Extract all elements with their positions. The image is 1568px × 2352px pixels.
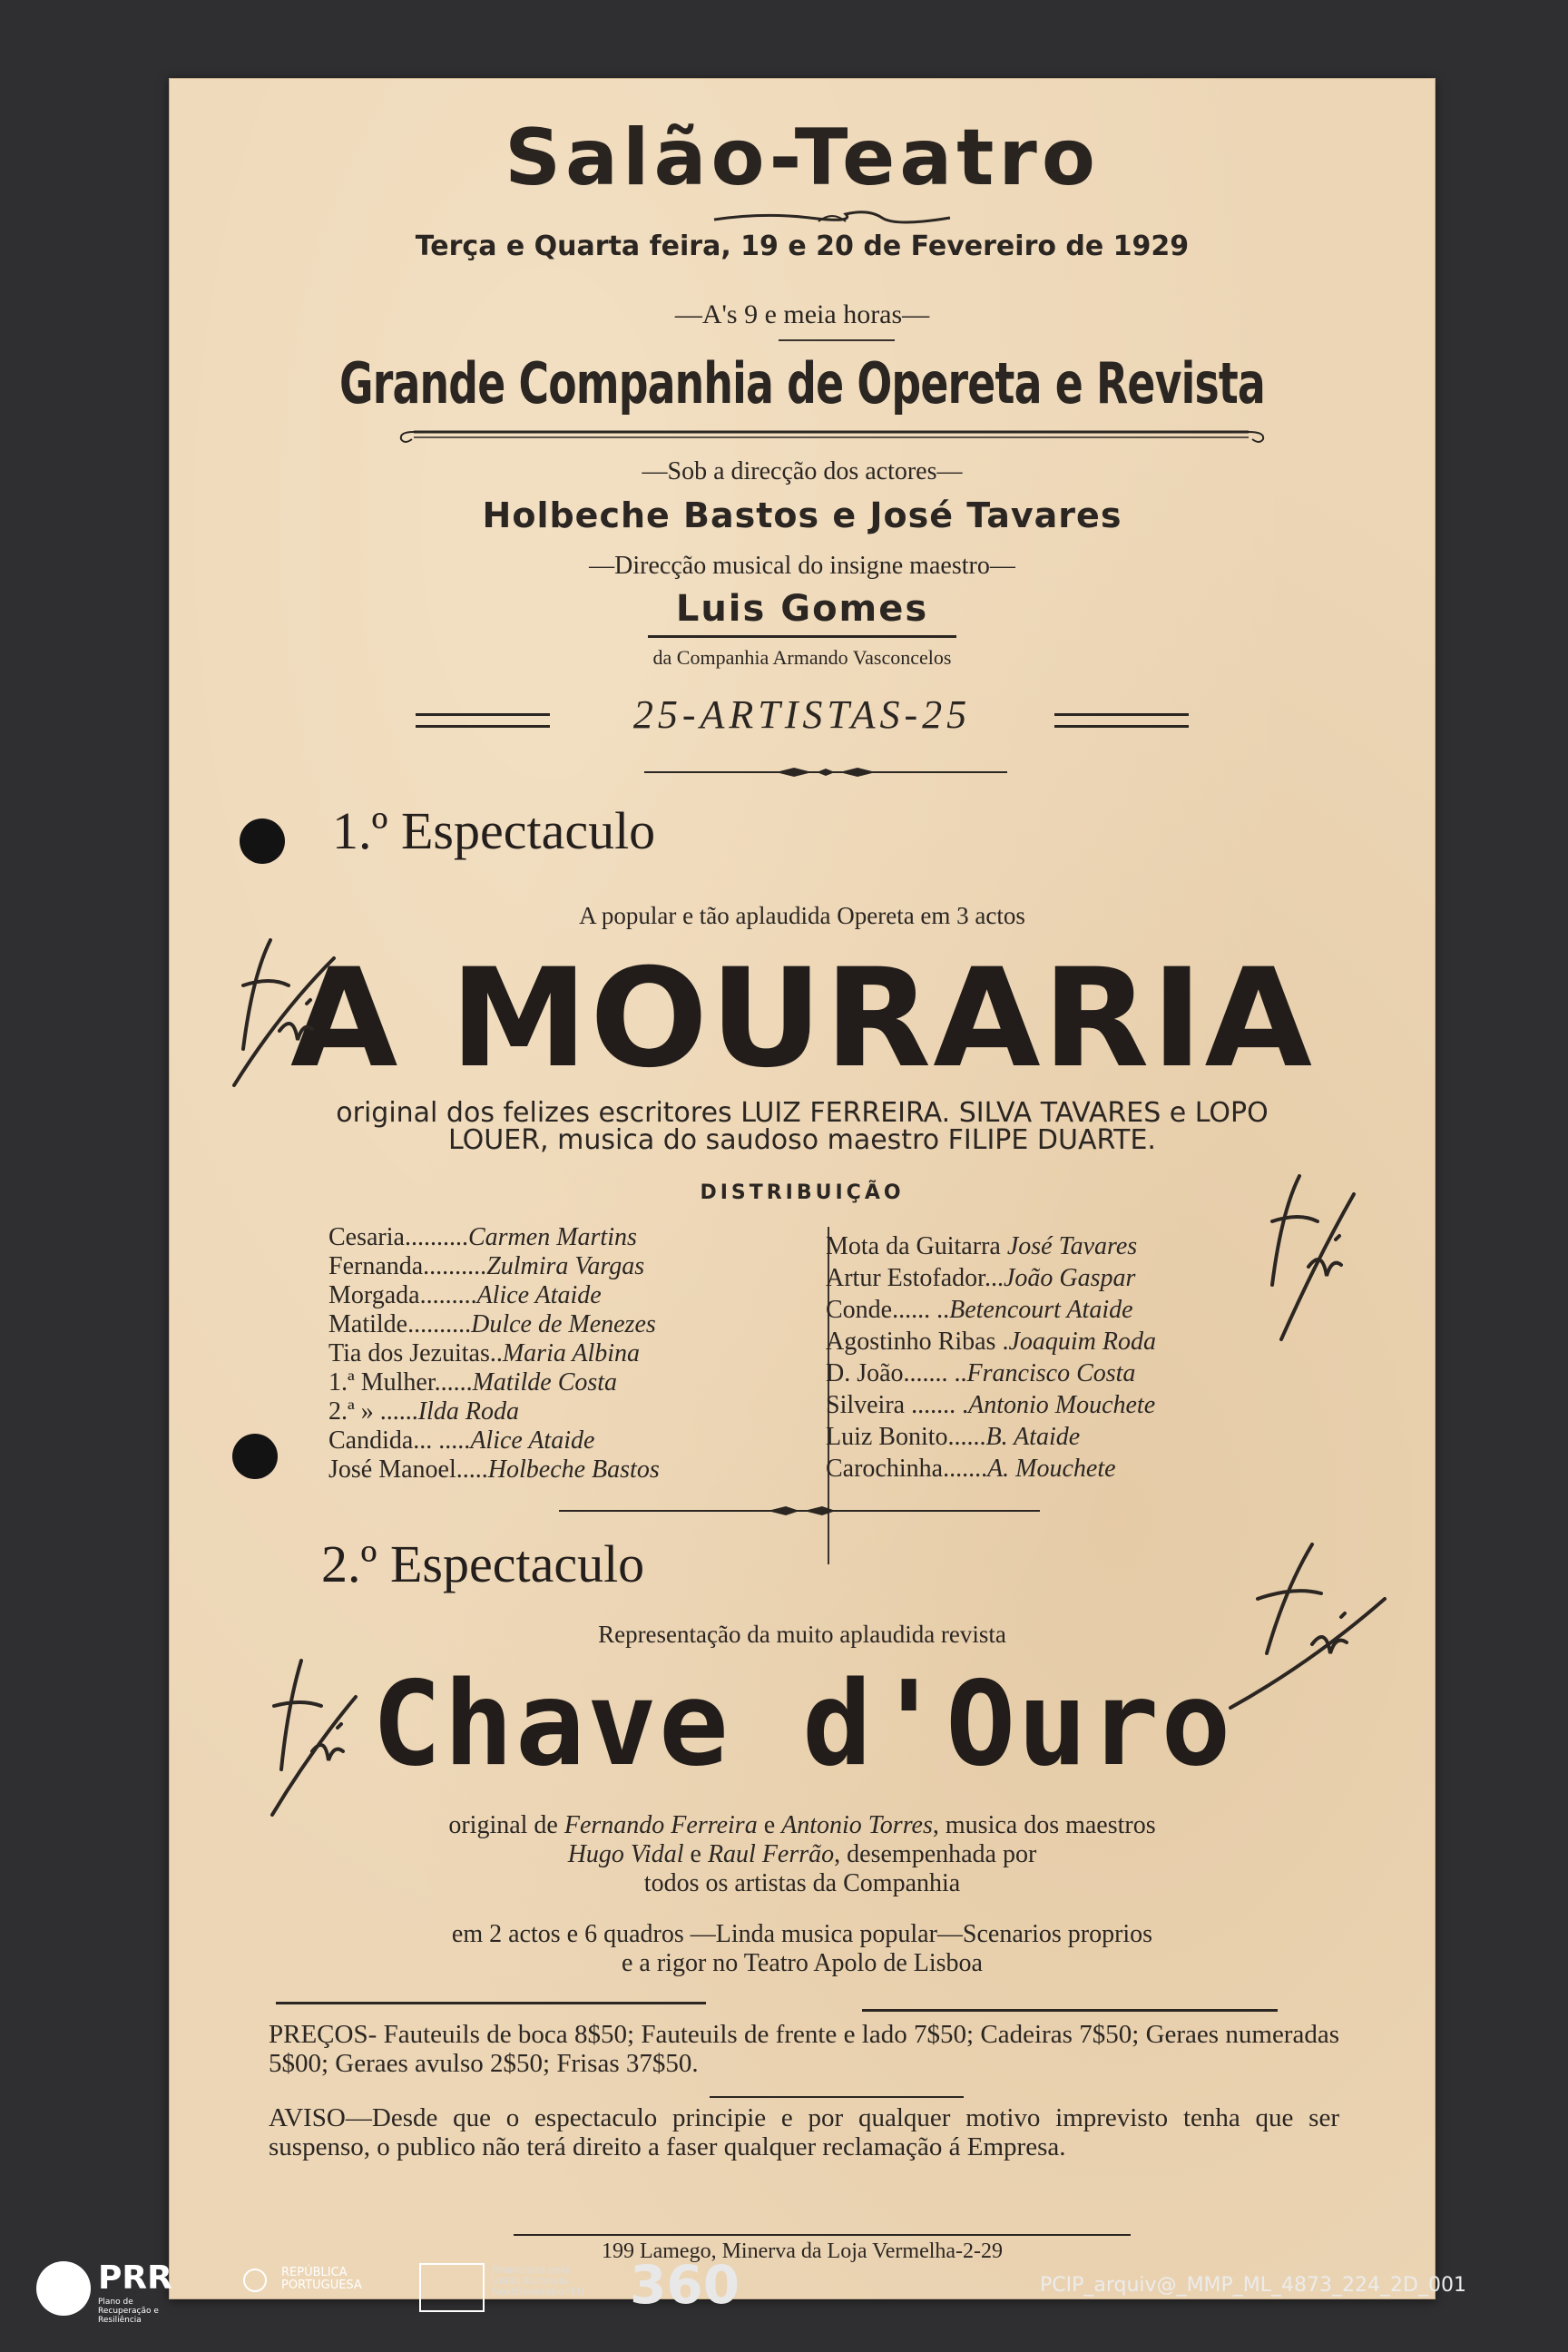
cast-actor: Holbeche Bastos <box>487 1455 660 1484</box>
coat-of-arms-icon <box>241 2267 269 2294</box>
stage-direction-line: —Sob a direcção dos actores— <box>642 457 963 485</box>
cast-role: Artur Estofador... <box>826 1264 1004 1292</box>
cast-row <box>826 1262 1156 1294</box>
show1-intro: A popular e tão aplaudida Opereta em 3 actos <box>579 902 1025 929</box>
artists-count: 25-ARTISTAS-25 <box>632 692 972 737</box>
cast-actor: Matilde Costa <box>472 1368 618 1396</box>
company-underline-ornament <box>396 426 1269 445</box>
ticket-prices: PREÇOS- Fauteuils de boca 8$50; Fauteuils de frente e lado 7$50; Cadeiras 7$50; Geraes numeradas 5$00; Geraes avulso 2$50; Frisas 37$50. <box>269 2020 1339 2078</box>
cast-actor: Francisco Costa <box>966 1359 1136 1387</box>
author-name: Fernando Ferreira <box>564 1811 758 1839</box>
cast-end-ornament <box>559 1504 1040 1517</box>
time-underline <box>779 339 895 341</box>
cancellation-notice: AVISO—Desde que o espectaculo principie e por qualquer motivo imprevisto tenha que ser suspenso, o publico não terá direito a faser qualquer reclamação á Empresa. <box>269 2103 1339 2161</box>
cast-actor: Alice Ataide <box>476 1281 602 1309</box>
notice-rule <box>710 2096 964 2098</box>
cast-actor: Joaquim Roda <box>1008 1328 1156 1356</box>
show2-details-line1: em 2 actos e 6 quadros —Linda musica popular—Scenarios proprios <box>451 1920 1153 1948</box>
cast-actor: Maria Albina <box>502 1339 641 1367</box>
show2-credits-line3: todos os artistas da Companhia <box>643 1869 961 1897</box>
cast-actor: Ilda Roda <box>417 1397 519 1426</box>
maestro-underline <box>648 635 956 638</box>
cast-row <box>826 1421 1156 1453</box>
prr-label: PRR <box>98 2259 172 2297</box>
company-origin: da Companhia Armando Vasconcelos <box>652 646 952 669</box>
show2-intro: Representação da muito aplaudida revista <box>598 1621 1006 1648</box>
cast-actor: Alice Ataide <box>470 1426 595 1455</box>
printer-rule <box>514 2234 1131 2236</box>
cast-role: Conde...... .. <box>826 1296 950 1324</box>
eu-funding-label: Financiado pela União Europeia NextGenerationEU <box>492 2264 584 2298</box>
prr-logo-block <box>36 2258 191 2325</box>
show1-heading: 1.º Espectaculo <box>332 801 656 860</box>
credits-text: , musica dos maestros <box>932 1811 1156 1839</box>
cast-role: José Manoel..... <box>328 1455 488 1484</box>
cast-row <box>328 1426 660 1455</box>
archive-footer <box>0 2241 1568 2332</box>
cast-actor: Zulmira Vargas <box>486 1252 645 1280</box>
show1-play-title: A MOURARIA <box>289 940 1314 1098</box>
cast-role: Morgada......... <box>328 1281 477 1309</box>
show2-credits-line2 <box>169 1840 1436 1869</box>
cast-row <box>826 1326 1156 1357</box>
cast-row <box>328 1455 660 1485</box>
cast-role: Mota da Guitarra <box>826 1232 1007 1260</box>
credits-text: , desempenhada por <box>834 1840 1037 1868</box>
show2-details <box>169 1920 1436 1978</box>
performance-time: —A's 9 e meia horas— <box>674 299 930 329</box>
show2-play-title: Chave d'Ouro <box>371 1657 1233 1792</box>
republica-label: REPÚBLICA PORTUGUESA <box>281 2266 362 2292</box>
cast-row <box>328 1397 660 1426</box>
cast-role: Matilde.......... <box>328 1310 472 1338</box>
show2-heading: 2.º Espectaculo <box>321 1534 645 1593</box>
maestro-name: Luis Gomes <box>675 588 929 630</box>
credits-text: e <box>683 1840 708 1868</box>
cast-row <box>826 1357 1156 1389</box>
performance-dates: Terça e Quarta feira, 19 e 20 de Fevereiro de 1929 <box>415 230 1190 262</box>
cast-row <box>826 1294 1156 1326</box>
composer-name: Raul Ferrão <box>707 1840 835 1868</box>
cast-row <box>826 1230 1156 1262</box>
cast-actor: B. Ataide <box>985 1423 1081 1451</box>
punch-hole-bottom <box>232 1434 278 1479</box>
eu-flag-icon <box>419 2263 485 2312</box>
cast-actor: Betencourt Ataide <box>949 1296 1133 1324</box>
handwritten-mark <box>1245 1158 1372 1348</box>
printer-imprint: 199 Lamego, Minerva da Loja Vermelha-2-29 <box>601 2239 1004 2263</box>
cast-role: Candida... ..... <box>328 1426 471 1455</box>
credits-text: original de <box>448 1811 564 1839</box>
cast-role: Carochinha....... <box>826 1455 988 1483</box>
prices-rule-right <box>862 2009 1278 2012</box>
theatre-title: Salão-Teatro <box>505 113 1100 203</box>
cast-role: Cesaria.......... <box>328 1223 468 1251</box>
cast-role: 1.ª Mulher...... <box>328 1368 473 1396</box>
handwritten-mark <box>256 1651 365 1824</box>
distribution-heading: DISTRIBUIÇÃO <box>700 1181 905 1204</box>
composer-name: Hugo Vidal <box>567 1840 684 1868</box>
cast-row <box>328 1310 660 1339</box>
cast-actor: Carmen Martins <box>467 1223 637 1251</box>
cast-role: Fernanda.......... <box>328 1252 487 1280</box>
archive-code: PCIP_arquiv@_MMP_ML_4873_224_2D_001 <box>1040 2274 1466 2297</box>
cast-row <box>826 1389 1156 1421</box>
cast-actor: Antonio Mouchete <box>968 1391 1156 1419</box>
cast-row <box>328 1223 660 1252</box>
cast-actor: José Tavares <box>1006 1232 1138 1260</box>
title-swash-ornament <box>710 207 955 227</box>
view-360-label: 360 <box>630 2254 740 2316</box>
credits-text: e <box>757 1811 782 1839</box>
cast-row <box>826 1453 1156 1485</box>
cast-role: Luiz Bonito...... <box>826 1423 986 1451</box>
cast-list-right <box>826 1230 1156 1485</box>
cast-actor: Dulce de Menezes <box>471 1310 656 1338</box>
section-divider-ornament <box>644 766 1007 779</box>
cast-row <box>328 1281 660 1310</box>
cast-row <box>328 1252 660 1281</box>
cast-actor: João Gaspar <box>1003 1264 1136 1292</box>
cast-role: Agostinho Ribas . <box>826 1328 1009 1356</box>
cast-role: 2.ª » ...... <box>328 1397 418 1426</box>
prr-circle-icon <box>36 2261 91 2316</box>
author-name: Antonio Torres <box>781 1811 933 1839</box>
musical-direction-line: —Direcção musical do insigne maestro— <box>589 552 1015 580</box>
poster-sheet <box>169 78 1436 2299</box>
cast-list-left <box>328 1223 660 1485</box>
cast-actor: A. Mouchete <box>987 1455 1116 1483</box>
show1-credits: original dos felizes escritores LUIZ FERREIRA. SILVA TAVARES e LOPO LOUER, musica do saudoso maestro FILIPE DUARTE. <box>336 1097 1269 1156</box>
cast-role: D. João....... .. <box>826 1359 967 1387</box>
prices-rule-left <box>276 2002 706 2004</box>
cast-role: Silveira ....... . <box>826 1391 969 1419</box>
eu-funding-block <box>419 2263 619 2314</box>
prr-subtitle: Plano de Recuperação e Resiliência <box>98 2298 159 2325</box>
show2-details-line2: e a rigor no Teatro Apolo de Lisboa <box>622 1949 983 1977</box>
show2-credits <box>169 1811 1436 1898</box>
lead-actors: Holbeche Bastos e José Tavares <box>482 495 1122 535</box>
artists-rule-right <box>1054 713 1189 728</box>
punch-hole-top <box>240 818 285 864</box>
cast-row <box>328 1368 660 1397</box>
handwritten-mark <box>1221 1535 1394 1717</box>
company-name: Grande Companhia de Opereta e Revista <box>339 350 1265 416</box>
handwritten-mark <box>216 922 343 1103</box>
cast-row <box>328 1339 660 1368</box>
cast-role: Tia dos Jezuitas.. <box>328 1339 503 1367</box>
republica-portuguesa-block <box>245 2267 362 2292</box>
